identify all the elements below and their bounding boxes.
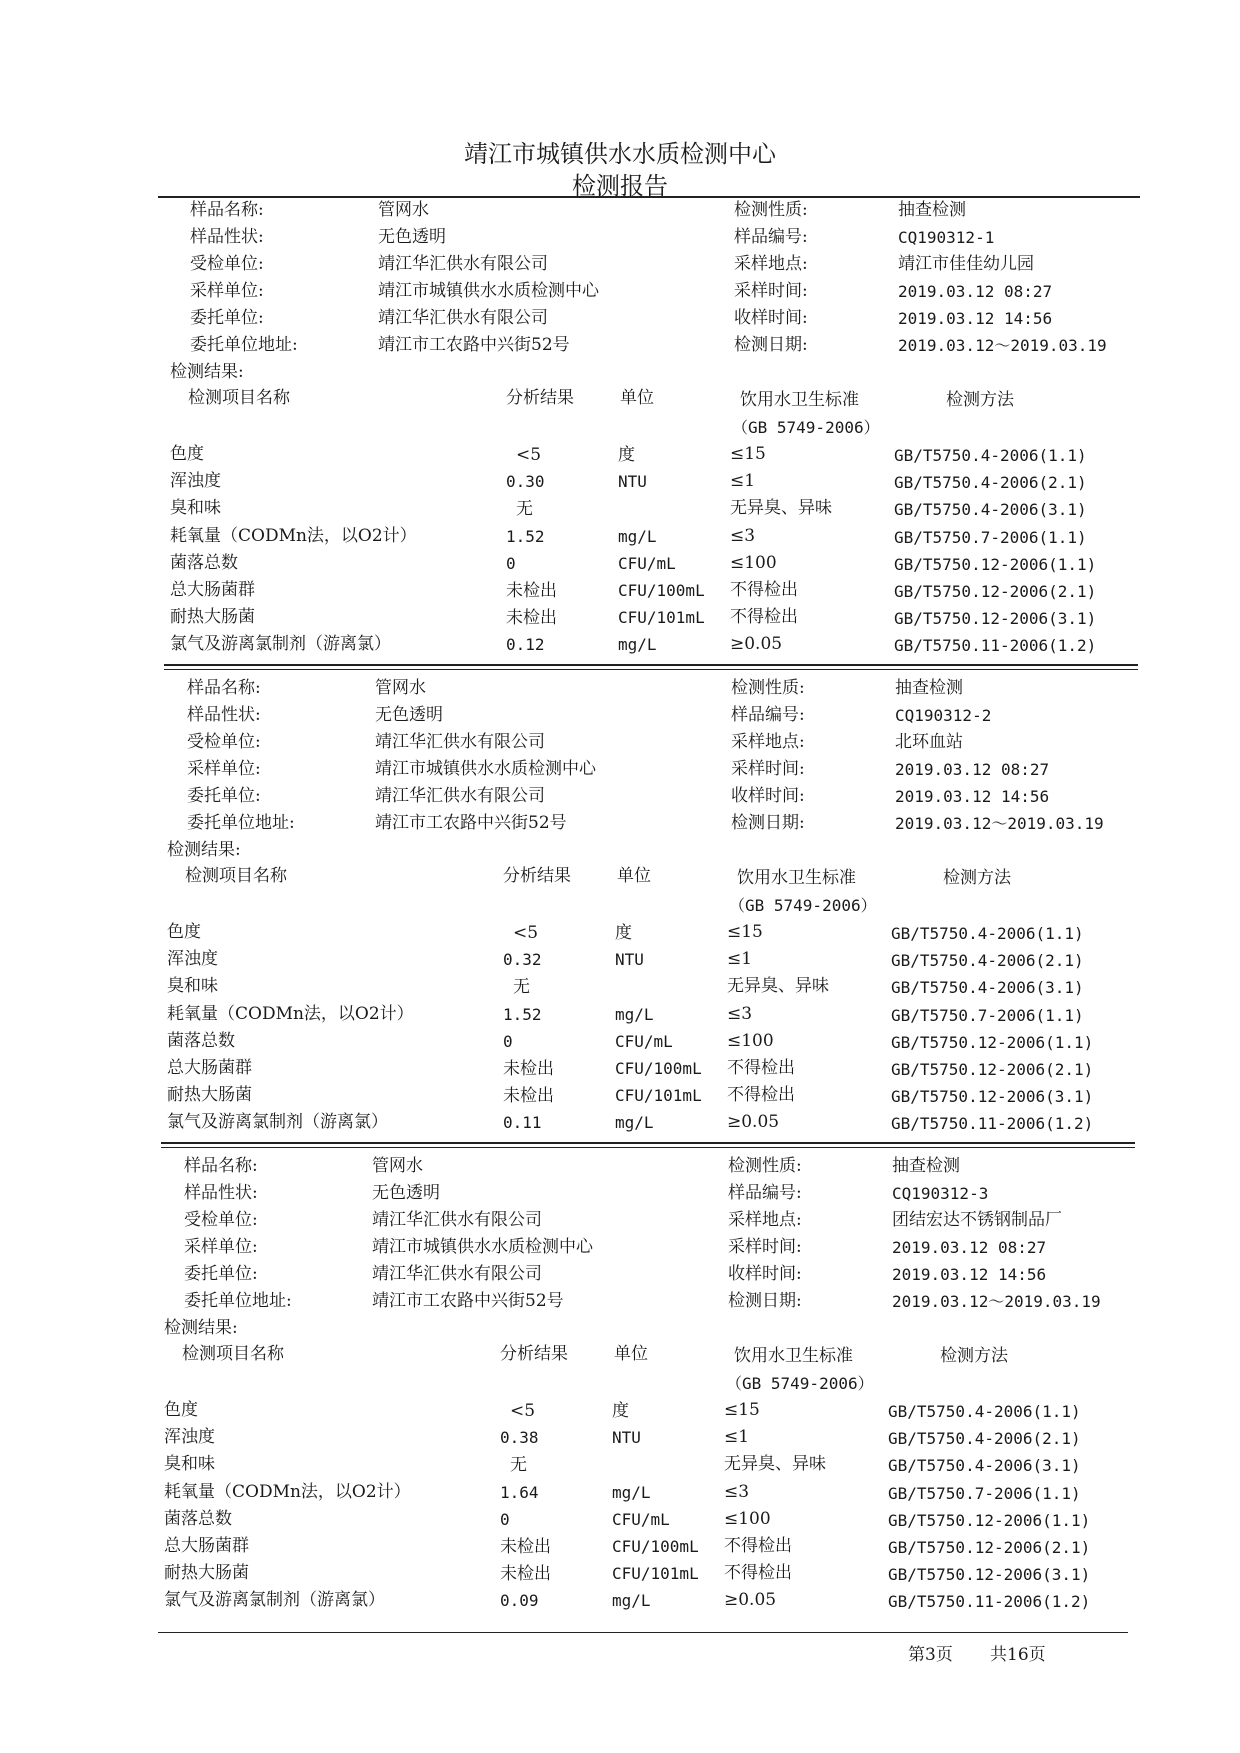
- col-header-unit: 单位: [617, 866, 651, 886]
- item-standard: 无异臭、异味: [727, 976, 829, 997]
- info-value-sampling-time: 2019.03.12 08:27: [892, 1238, 1047, 1257]
- info-value-test-type: 抽查检测: [892, 1156, 960, 1176]
- item-unit: mg/L: [612, 1482, 651, 1502]
- info-label-sampling-unit: 采样单位:: [187, 759, 261, 779]
- item-name: 总大肠菌群: [164, 1536, 249, 1556]
- item-name: 耗氧量（CODMn法，以O2计）: [170, 525, 417, 546]
- item-unit: CFU/100mL: [618, 581, 705, 600]
- item-result: 未检出: [503, 1086, 554, 1107]
- col-header-method: 检测方法: [946, 390, 1014, 410]
- item-standard: ≥0.05: [724, 1590, 777, 1611]
- item-result: 未检出: [506, 608, 557, 629]
- item-name: 耗氧量（CODMn法，以O2计）: [164, 1481, 411, 1502]
- info-label-sample-state: 样品性状:: [190, 227, 264, 247]
- item-method: GB/T5750.11-2006(1.2): [888, 1592, 1091, 1612]
- item-method: GB/T5750.7-2006(1.1): [891, 1005, 1084, 1025]
- item-standard: ≤3: [730, 525, 756, 546]
- info-label-inspected-unit: 受检单位:: [187, 732, 261, 752]
- item-standard: ≥0.05: [727, 1112, 780, 1133]
- section-divider: [164, 664, 1138, 670]
- item-unit: 度: [615, 923, 632, 943]
- item-unit: mg/L: [618, 526, 657, 546]
- item-unit: CFU/100mL: [615, 1059, 702, 1078]
- item-result: 0: [506, 553, 516, 573]
- info-value-sample-name: 管网水: [378, 200, 429, 220]
- item-method: GB/T5750.4-2006(1.1): [891, 924, 1084, 943]
- info-value-sampling-time: 2019.03.12 08:27: [898, 282, 1053, 301]
- item-name: 菌落总数: [167, 1030, 235, 1051]
- item-standard: ≤3: [727, 1003, 753, 1024]
- col-header-standard: 饮用水卫生标准: [740, 390, 859, 410]
- info-value-client-unit: 靖江华汇供水有限公司: [372, 1264, 542, 1284]
- doc-title: 检测报告: [572, 172, 668, 200]
- item-result: 0: [503, 1031, 513, 1051]
- item-standard: ≤100: [724, 1508, 771, 1529]
- col-header-result: 分析结果: [506, 388, 574, 408]
- info-value-sampling-site: 靖江市佳佳幼儿园: [898, 254, 1034, 274]
- item-standard: 无异臭、异味: [724, 1454, 826, 1475]
- info-value-sampling-time: 2019.03.12 08:27: [895, 760, 1050, 779]
- item-name: 耐热大肠菌: [164, 1563, 249, 1584]
- item-standard: 不得检出: [730, 607, 798, 628]
- info-value-receive-time: 2019.03.12 14:56: [895, 787, 1050, 806]
- info-value-sample-state: 无色透明: [375, 705, 443, 725]
- col-header-item: 检测项目名称: [185, 866, 287, 886]
- info-label-sampling-unit: 采样单位:: [184, 1237, 258, 1257]
- info-value-inspected-unit: 靖江华汇供水有限公司: [375, 732, 545, 752]
- col-header-result: 分析结果: [503, 866, 571, 886]
- info-label-test-date: 检测日期:: [734, 335, 808, 355]
- info-label-sampling-site: 采样地点:: [728, 1210, 802, 1230]
- item-name: 耐热大肠菌: [170, 607, 255, 628]
- item-result: 未检出: [506, 581, 557, 601]
- item-unit: NTU: [618, 472, 647, 492]
- item-standard: ≤15: [727, 922, 763, 942]
- info-label-client-unit: 委托单位:: [184, 1264, 258, 1284]
- item-method: GB/T5750.4-2006(1.1): [894, 446, 1087, 465]
- item-result: 无: [513, 977, 530, 998]
- item-standard: 不得检出: [727, 1085, 795, 1106]
- item-result: 0.38: [500, 1428, 539, 1448]
- info-label-inspected-unit: 受检单位:: [184, 1210, 258, 1230]
- sample-section: [0, 1156, 1240, 1626]
- item-result: 1.64: [500, 1482, 539, 1502]
- item-method: GB/T5750.11-2006(1.2): [891, 1114, 1094, 1134]
- info-label-sampling-time: 采样时间:: [731, 759, 805, 779]
- info-label-client-address: 委托单位地址:: [184, 1291, 292, 1311]
- item-unit: NTU: [615, 950, 644, 970]
- item-standard: ≤1: [724, 1427, 750, 1448]
- results-label: 检测结果:: [164, 1318, 238, 1338]
- item-standard: ≤15: [730, 444, 766, 464]
- results-label: 检测结果:: [167, 840, 241, 860]
- info-label-sampling-site: 采样地点:: [734, 254, 808, 274]
- item-result: 0.11: [503, 1113, 542, 1133]
- item-name: 氯气及游离氯制剂（游离氯）: [170, 634, 391, 655]
- item-method: GB/T5750.12-2006(2.1): [888, 1538, 1091, 1557]
- item-name: 色度: [164, 1400, 198, 1420]
- item-unit: mg/L: [615, 1004, 654, 1024]
- page-number: 第3页: [908, 1645, 953, 1665]
- info-label-client-address: 委托单位地址:: [187, 813, 295, 833]
- item-unit: CFU/mL: [618, 553, 676, 573]
- item-name: 浑浊度: [170, 471, 221, 492]
- info-label-client-unit: 委托单位:: [190, 308, 264, 328]
- info-label-sample-state: 样品性状:: [187, 705, 261, 725]
- col-header-method: 检测方法: [940, 1346, 1008, 1366]
- info-value-sample-name: 管网水: [375, 678, 426, 698]
- info-label-sample-name: 样品名称:: [190, 200, 264, 220]
- col-header-unit: 单位: [620, 388, 654, 408]
- info-label-test-date: 检测日期:: [728, 1291, 802, 1311]
- item-name: 浑浊度: [164, 1427, 215, 1448]
- item-standard: 不得检出: [727, 1058, 795, 1078]
- info-value-sampling-unit: 靖江市城镇供水水质检测中心: [378, 281, 599, 301]
- col-header-item: 检测项目名称: [188, 388, 290, 408]
- item-unit: CFU/101mL: [618, 608, 705, 628]
- info-label-sample-name: 样品名称:: [184, 1156, 258, 1176]
- info-value-client-address: 靖江市工农路中兴街52号: [375, 813, 567, 833]
- results-label: 检测结果:: [170, 362, 244, 382]
- item-standard: ≤1: [730, 471, 756, 492]
- info-label-sampling-site: 采样地点:: [731, 732, 805, 752]
- info-value-sampling-site: 北环血站: [895, 732, 963, 752]
- item-unit: CFU/101mL: [612, 1564, 699, 1584]
- sample-section: [0, 678, 1240, 1148]
- item-unit: CFU/mL: [612, 1509, 670, 1529]
- info-value-sampling-unit: 靖江市城镇供水水质检测中心: [372, 1237, 593, 1257]
- item-result: 0.12: [506, 635, 545, 655]
- item-result: 无: [510, 1455, 527, 1476]
- header-rule: [158, 196, 1140, 198]
- item-result: <5: [510, 1401, 536, 1421]
- col-header-unit: 单位: [614, 1344, 648, 1364]
- item-name: 臭和味: [164, 1454, 215, 1475]
- item-unit: mg/L: [618, 635, 657, 655]
- item-result: 无: [516, 499, 533, 520]
- item-standard: 不得检出: [724, 1563, 792, 1584]
- item-name: 菌落总数: [170, 552, 238, 573]
- info-value-receive-time: 2019.03.12 14:56: [892, 1265, 1047, 1284]
- item-method: GB/T5750.4-2006(2.1): [888, 1429, 1081, 1449]
- col-header-standard-ref: （GB 5749-2006）: [732, 418, 880, 437]
- page-total: 共16页: [990, 1645, 1046, 1665]
- info-label-sample-no: 样品编号:: [728, 1183, 802, 1203]
- info-label-sampling-time: 采样时间:: [728, 1237, 802, 1257]
- info-value-test-type: 抽查检测: [895, 678, 963, 698]
- info-value-sampling-unit: 靖江市城镇供水水质检测中心: [375, 759, 596, 779]
- item-result: 0.32: [503, 950, 542, 970]
- info-value-sample-name: 管网水: [372, 1156, 423, 1176]
- col-header-standard-ref: （GB 5749-2006）: [726, 1374, 874, 1393]
- col-header-standard: 饮用水卫生标准: [737, 868, 856, 888]
- info-label-client-address: 委托单位地址:: [190, 335, 298, 355]
- org-title: 靖江市城镇供水水质检测中心: [464, 140, 776, 168]
- item-unit: 度: [612, 1401, 629, 1421]
- item-method: GB/T5750.12-2006(2.1): [894, 582, 1097, 601]
- item-method: GB/T5750.12-2006(1.1): [891, 1032, 1094, 1052]
- info-label-sample-name: 样品名称:: [187, 678, 261, 698]
- item-standard: ≤1: [727, 949, 753, 970]
- info-label-test-date: 检测日期:: [731, 813, 805, 833]
- info-value-receive-time: 2019.03.12 14:56: [898, 309, 1053, 328]
- item-unit: 度: [618, 445, 635, 465]
- col-header-result: 分析结果: [500, 1344, 568, 1364]
- info-label-receive-time: 收样时间:: [728, 1264, 802, 1284]
- sample-section: [0, 200, 1240, 670]
- item-standard: ≤100: [727, 1030, 774, 1051]
- item-standard: 不得检出: [724, 1536, 792, 1556]
- col-header-item: 检测项目名称: [182, 1344, 284, 1364]
- item-unit: NTU: [612, 1428, 641, 1448]
- item-name: 氯气及游离氯制剂（游离氯）: [164, 1590, 385, 1611]
- item-method: GB/T5750.7-2006(1.1): [894, 527, 1087, 547]
- col-header-method: 检测方法: [943, 868, 1011, 888]
- item-name: 总大肠菌群: [170, 580, 255, 600]
- info-value-test-type: 抽查检测: [898, 200, 966, 220]
- info-value-test-date: 2019.03.12～2019.03.19: [898, 336, 1107, 355]
- item-method: GB/T5750.4-2006(2.1): [891, 951, 1084, 971]
- item-result: 未检出: [500, 1564, 551, 1585]
- item-name: 耐热大肠菌: [167, 1085, 252, 1106]
- item-result: 0: [500, 1509, 510, 1529]
- item-method: GB/T5750.12-2006(3.1): [894, 609, 1097, 629]
- item-name: 色度: [170, 444, 204, 464]
- item-result: 1.52: [506, 526, 545, 546]
- info-label-receive-time: 收样时间:: [731, 786, 805, 806]
- col-header-standard: 饮用水卫生标准: [734, 1346, 853, 1366]
- item-name: 色度: [167, 922, 201, 942]
- info-label-client-unit: 委托单位:: [187, 786, 261, 806]
- info-label-test-type: 检测性质:: [734, 200, 808, 220]
- item-method: GB/T5750.4-2006(1.1): [888, 1402, 1081, 1421]
- info-label-sampling-time: 采样时间:: [734, 281, 808, 301]
- info-value-inspected-unit: 靖江华汇供水有限公司: [378, 254, 548, 274]
- info-value-test-date: 2019.03.12～2019.03.19: [895, 814, 1104, 833]
- info-value-client-unit: 靖江华汇供水有限公司: [378, 308, 548, 328]
- item-name: 臭和味: [167, 976, 218, 997]
- item-result: <5: [513, 923, 539, 943]
- info-value-client-address: 靖江市工农路中兴街52号: [378, 335, 570, 355]
- item-name: 臭和味: [170, 498, 221, 519]
- info-label-receive-time: 收样时间:: [734, 308, 808, 328]
- info-value-sampling-site: 团结宏达不锈钢制品厂: [892, 1210, 1062, 1230]
- item-unit: CFU/mL: [615, 1031, 673, 1051]
- item-result: 未检出: [503, 1059, 554, 1079]
- item-name: 总大肠菌群: [167, 1058, 252, 1078]
- info-label-inspected-unit: 受检单位:: [190, 254, 264, 274]
- item-name: 耗氧量（CODMn法，以O2计）: [167, 1003, 414, 1024]
- item-method: GB/T5750.12-2006(3.1): [888, 1565, 1091, 1585]
- item-method: GB/T5750.11-2006(1.2): [894, 636, 1097, 656]
- item-name: 氯气及游离氯制剂（游离氯）: [167, 1112, 388, 1133]
- item-method: GB/T5750.12-2006(2.1): [891, 1060, 1094, 1079]
- info-label-test-type: 检测性质:: [731, 678, 805, 698]
- item-standard: ≤15: [724, 1400, 760, 1420]
- item-method: GB/T5750.7-2006(1.1): [888, 1483, 1081, 1503]
- section-divider: [161, 1142, 1135, 1148]
- item-method: GB/T5750.12-2006(1.1): [894, 554, 1097, 574]
- item-result: 未检出: [500, 1537, 551, 1557]
- item-result: <5: [516, 445, 542, 465]
- item-method: GB/T5750.12-2006(1.1): [888, 1510, 1091, 1530]
- info-value-sample-no: CQ190312-3: [892, 1184, 989, 1203]
- info-value-client-address: 靖江市工农路中兴街52号: [372, 1291, 564, 1311]
- item-unit: mg/L: [612, 1591, 651, 1611]
- item-standard: 无异臭、异味: [730, 498, 832, 519]
- item-result: 0.30: [506, 472, 545, 492]
- item-standard: 不得检出: [730, 580, 798, 600]
- item-result: 1.52: [503, 1004, 542, 1024]
- info-label-sample-no: 样品编号:: [734, 227, 808, 247]
- item-name: 菌落总数: [164, 1508, 232, 1529]
- info-value-client-unit: 靖江华汇供水有限公司: [375, 786, 545, 806]
- footer-rule: [158, 1632, 1128, 1633]
- item-standard: ≥0.05: [730, 634, 783, 655]
- item-method: GB/T5750.4-2006(3.1): [894, 500, 1087, 520]
- item-method: GB/T5750.4-2006(3.1): [891, 978, 1084, 998]
- item-standard: ≤3: [724, 1481, 750, 1502]
- info-value-sample-state: 无色透明: [372, 1183, 440, 1203]
- info-label-sample-no: 样品编号:: [731, 705, 805, 725]
- item-method: GB/T5750.12-2006(3.1): [891, 1087, 1094, 1107]
- col-header-standard-ref: （GB 5749-2006）: [729, 896, 877, 915]
- info-label-test-type: 检测性质:: [728, 1156, 802, 1176]
- info-value-test-date: 2019.03.12～2019.03.19: [892, 1292, 1101, 1311]
- info-value-inspected-unit: 靖江华汇供水有限公司: [372, 1210, 542, 1230]
- info-label-sample-state: 样品性状:: [184, 1183, 258, 1203]
- item-method: GB/T5750.4-2006(3.1): [888, 1456, 1081, 1476]
- item-unit: CFU/100mL: [612, 1537, 699, 1556]
- info-value-sample-no: CQ190312-2: [895, 706, 992, 725]
- info-label-sampling-unit: 采样单位:: [190, 281, 264, 301]
- item-standard: ≤100: [730, 552, 777, 573]
- item-method: GB/T5750.4-2006(2.1): [894, 473, 1087, 493]
- info-value-sample-no: CQ190312-1: [898, 228, 995, 247]
- item-unit: CFU/101mL: [615, 1086, 702, 1106]
- item-result: 0.09: [500, 1591, 539, 1611]
- item-name: 浑浊度: [167, 949, 218, 970]
- item-unit: mg/L: [615, 1113, 654, 1133]
- info-value-sample-state: 无色透明: [378, 227, 446, 247]
